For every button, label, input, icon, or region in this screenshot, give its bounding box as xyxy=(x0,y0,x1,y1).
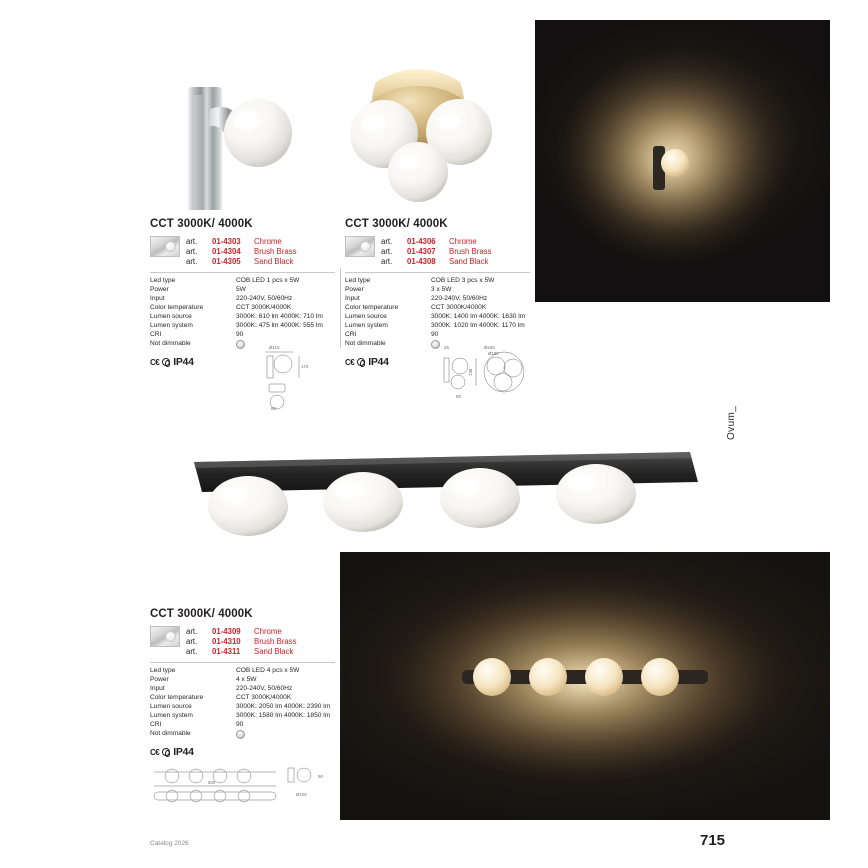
not-dimmable-icon xyxy=(236,730,245,739)
table-row: Input 220-240V, 50/60Hz xyxy=(150,295,293,303)
table-row: CRI 90 xyxy=(345,330,439,338)
svg-text:Ø180: Ø180 xyxy=(488,351,499,356)
ambience-photo-wall-4-light xyxy=(340,552,830,820)
table-row: Color temperature CCT 3000K/4000K xyxy=(150,694,292,702)
product-block-wall-4-light xyxy=(150,608,335,758)
page-number: 715 xyxy=(700,832,726,849)
article-finish: Sand Black xyxy=(254,646,294,656)
not-dimmable-icon xyxy=(431,340,440,349)
table-row: Not dimmable xyxy=(150,339,335,352)
spec-divider xyxy=(150,662,335,663)
table-row: Lumen system 3000K: 475 lm 4000K: 555 lm xyxy=(150,322,323,330)
article-label: art. xyxy=(186,256,198,266)
article-label: art. xyxy=(381,236,393,246)
product-photo-wall-4-light xyxy=(190,440,710,550)
spec-divider xyxy=(345,272,530,273)
svg-text:172: 172 xyxy=(301,364,309,369)
article-table-1 xyxy=(186,236,296,267)
column-divider xyxy=(340,268,341,348)
table-row: Color temperature CCT 3000K/4000K xyxy=(150,304,292,312)
svg-text:25: 25 xyxy=(444,345,449,350)
finish-swatch-3 xyxy=(150,626,180,647)
article-label: art. xyxy=(381,256,393,266)
table-row: Input 220-240V, 50/60Hz xyxy=(150,685,293,693)
ce-mark: C€ xyxy=(150,747,160,757)
svg-text:90: 90 xyxy=(318,774,323,779)
article-label: art. xyxy=(186,646,198,656)
table-row xyxy=(186,256,296,266)
product-photo-wall-1-light xyxy=(150,35,335,210)
article-code: 01-4311 xyxy=(212,646,241,656)
article-code: 01-4303 xyxy=(212,236,241,246)
article-label: art. xyxy=(186,636,198,646)
svg-text:190: 190 xyxy=(468,368,473,376)
ambience-photo-wall-1-light xyxy=(535,20,830,302)
finish-swatch-1 xyxy=(150,236,180,257)
family-label: Ovum_ xyxy=(726,405,737,440)
ip-rating: IP44 xyxy=(173,746,194,759)
spec-table-1 xyxy=(150,277,335,353)
table-row xyxy=(381,256,491,266)
article-finish: Brush Brass xyxy=(254,636,297,646)
table-row: Lumen source 3000K: 2050 lm 4000K: 2390 lm xyxy=(150,703,331,711)
ip-rating: IP44 xyxy=(368,356,389,369)
table-row: Input 220-240V, 50/60Hz xyxy=(345,295,488,303)
article-code: 01-4304 xyxy=(212,246,241,256)
table-row: Power 3 x 5W xyxy=(345,286,452,294)
article-finish: Chrome xyxy=(254,626,282,636)
cct-title-2: CCT 3000K/ 4000K xyxy=(345,218,448,230)
svg-text:Ø100: Ø100 xyxy=(296,792,307,797)
article-label: art. xyxy=(186,236,198,246)
eco-icon xyxy=(357,358,365,366)
table-row: Not dimmable xyxy=(150,729,335,742)
table-row xyxy=(186,626,296,636)
footer-catalog-note: Catalog 2026 xyxy=(150,840,189,847)
article-code: 01-4306 xyxy=(407,236,436,246)
table-row xyxy=(186,636,296,646)
svg-text:600: 600 xyxy=(208,780,216,785)
tech-drawing-wall-1-light xyxy=(255,342,325,410)
ce-mark: C€ xyxy=(150,357,160,367)
cct-title-3: CCT 3000K/ 4000K xyxy=(150,608,253,620)
tech-drawing-wall-4-light xyxy=(148,762,328,810)
article-finish: Brush Brass xyxy=(449,246,492,256)
article-finish: Sand Black xyxy=(449,256,489,266)
table-row: Not dimmable xyxy=(345,339,530,352)
ip-rating: IP44 xyxy=(173,356,194,369)
table-row xyxy=(186,646,296,656)
table-row: CRI 90 xyxy=(150,330,244,338)
article-table-2 xyxy=(381,236,491,267)
table-row: Power 4 x 5W xyxy=(150,676,257,684)
spec-table-3 xyxy=(150,667,335,743)
finish-swatch-2 xyxy=(345,236,375,257)
table-row: Power 5W xyxy=(150,286,246,294)
table-row xyxy=(381,246,491,256)
svg-text:80: 80 xyxy=(271,406,276,410)
svg-text:Ø240: Ø240 xyxy=(484,345,495,350)
cct-title-1: CCT 3000K/ 4000K xyxy=(150,218,253,230)
table-row xyxy=(186,246,296,256)
certification-marks-3 xyxy=(150,746,335,758)
tech-drawing-ceiling-3-light xyxy=(440,342,530,410)
table-row xyxy=(381,236,491,246)
product-photo-ceiling-3-light xyxy=(318,48,518,208)
svg-text:80: 80 xyxy=(456,394,461,399)
article-finish: Chrome xyxy=(449,236,477,246)
eco-icon xyxy=(162,748,170,756)
table-row: Color temperature CCT 3000K/4000K xyxy=(345,304,487,312)
not-dimmable-icon xyxy=(236,340,245,349)
article-label: art. xyxy=(186,626,198,636)
article-finish: Sand Black xyxy=(254,256,294,266)
table-row: Lumen source 3000K: 1400 lm 4000K: 1630 lm xyxy=(345,313,526,321)
spec-table-2 xyxy=(345,277,530,353)
article-code: 01-4308 xyxy=(407,256,436,266)
article-code: 01-4307 xyxy=(407,246,436,256)
svg-text:Ø110: Ø110 xyxy=(269,345,280,350)
ce-mark: C€ xyxy=(345,357,355,367)
table-row: CRI 90 xyxy=(150,720,244,728)
table-row: Led type COB LED 1 pcs x 5W xyxy=(150,277,300,285)
spec-divider xyxy=(150,272,335,273)
article-table-3 xyxy=(186,626,296,657)
article-code: 01-4310 xyxy=(212,636,241,646)
article-finish: Brush Brass xyxy=(254,246,297,256)
article-finish: Chrome xyxy=(254,236,282,246)
table-row: Lumen source 3000K: 610 lm 4000K: 710 lm xyxy=(150,313,323,321)
article-code: 01-4305 xyxy=(212,256,241,266)
article-code: 01-4309 xyxy=(212,626,241,636)
table-row: Lumen system 3000K: 1580 lm 4000K: 1850 lm xyxy=(150,712,331,720)
table-row: Led type COB LED 4 pcs x 5W xyxy=(150,667,300,675)
article-label: art. xyxy=(186,246,198,256)
table-row xyxy=(186,236,296,246)
eco-icon xyxy=(162,358,170,366)
table-row: Led type COB LED 3 pcs x 5W xyxy=(345,277,495,285)
article-label: art. xyxy=(381,246,393,256)
table-row: Lumen system 3000K: 1020 lm 4000K: 1170 lm xyxy=(345,322,525,330)
